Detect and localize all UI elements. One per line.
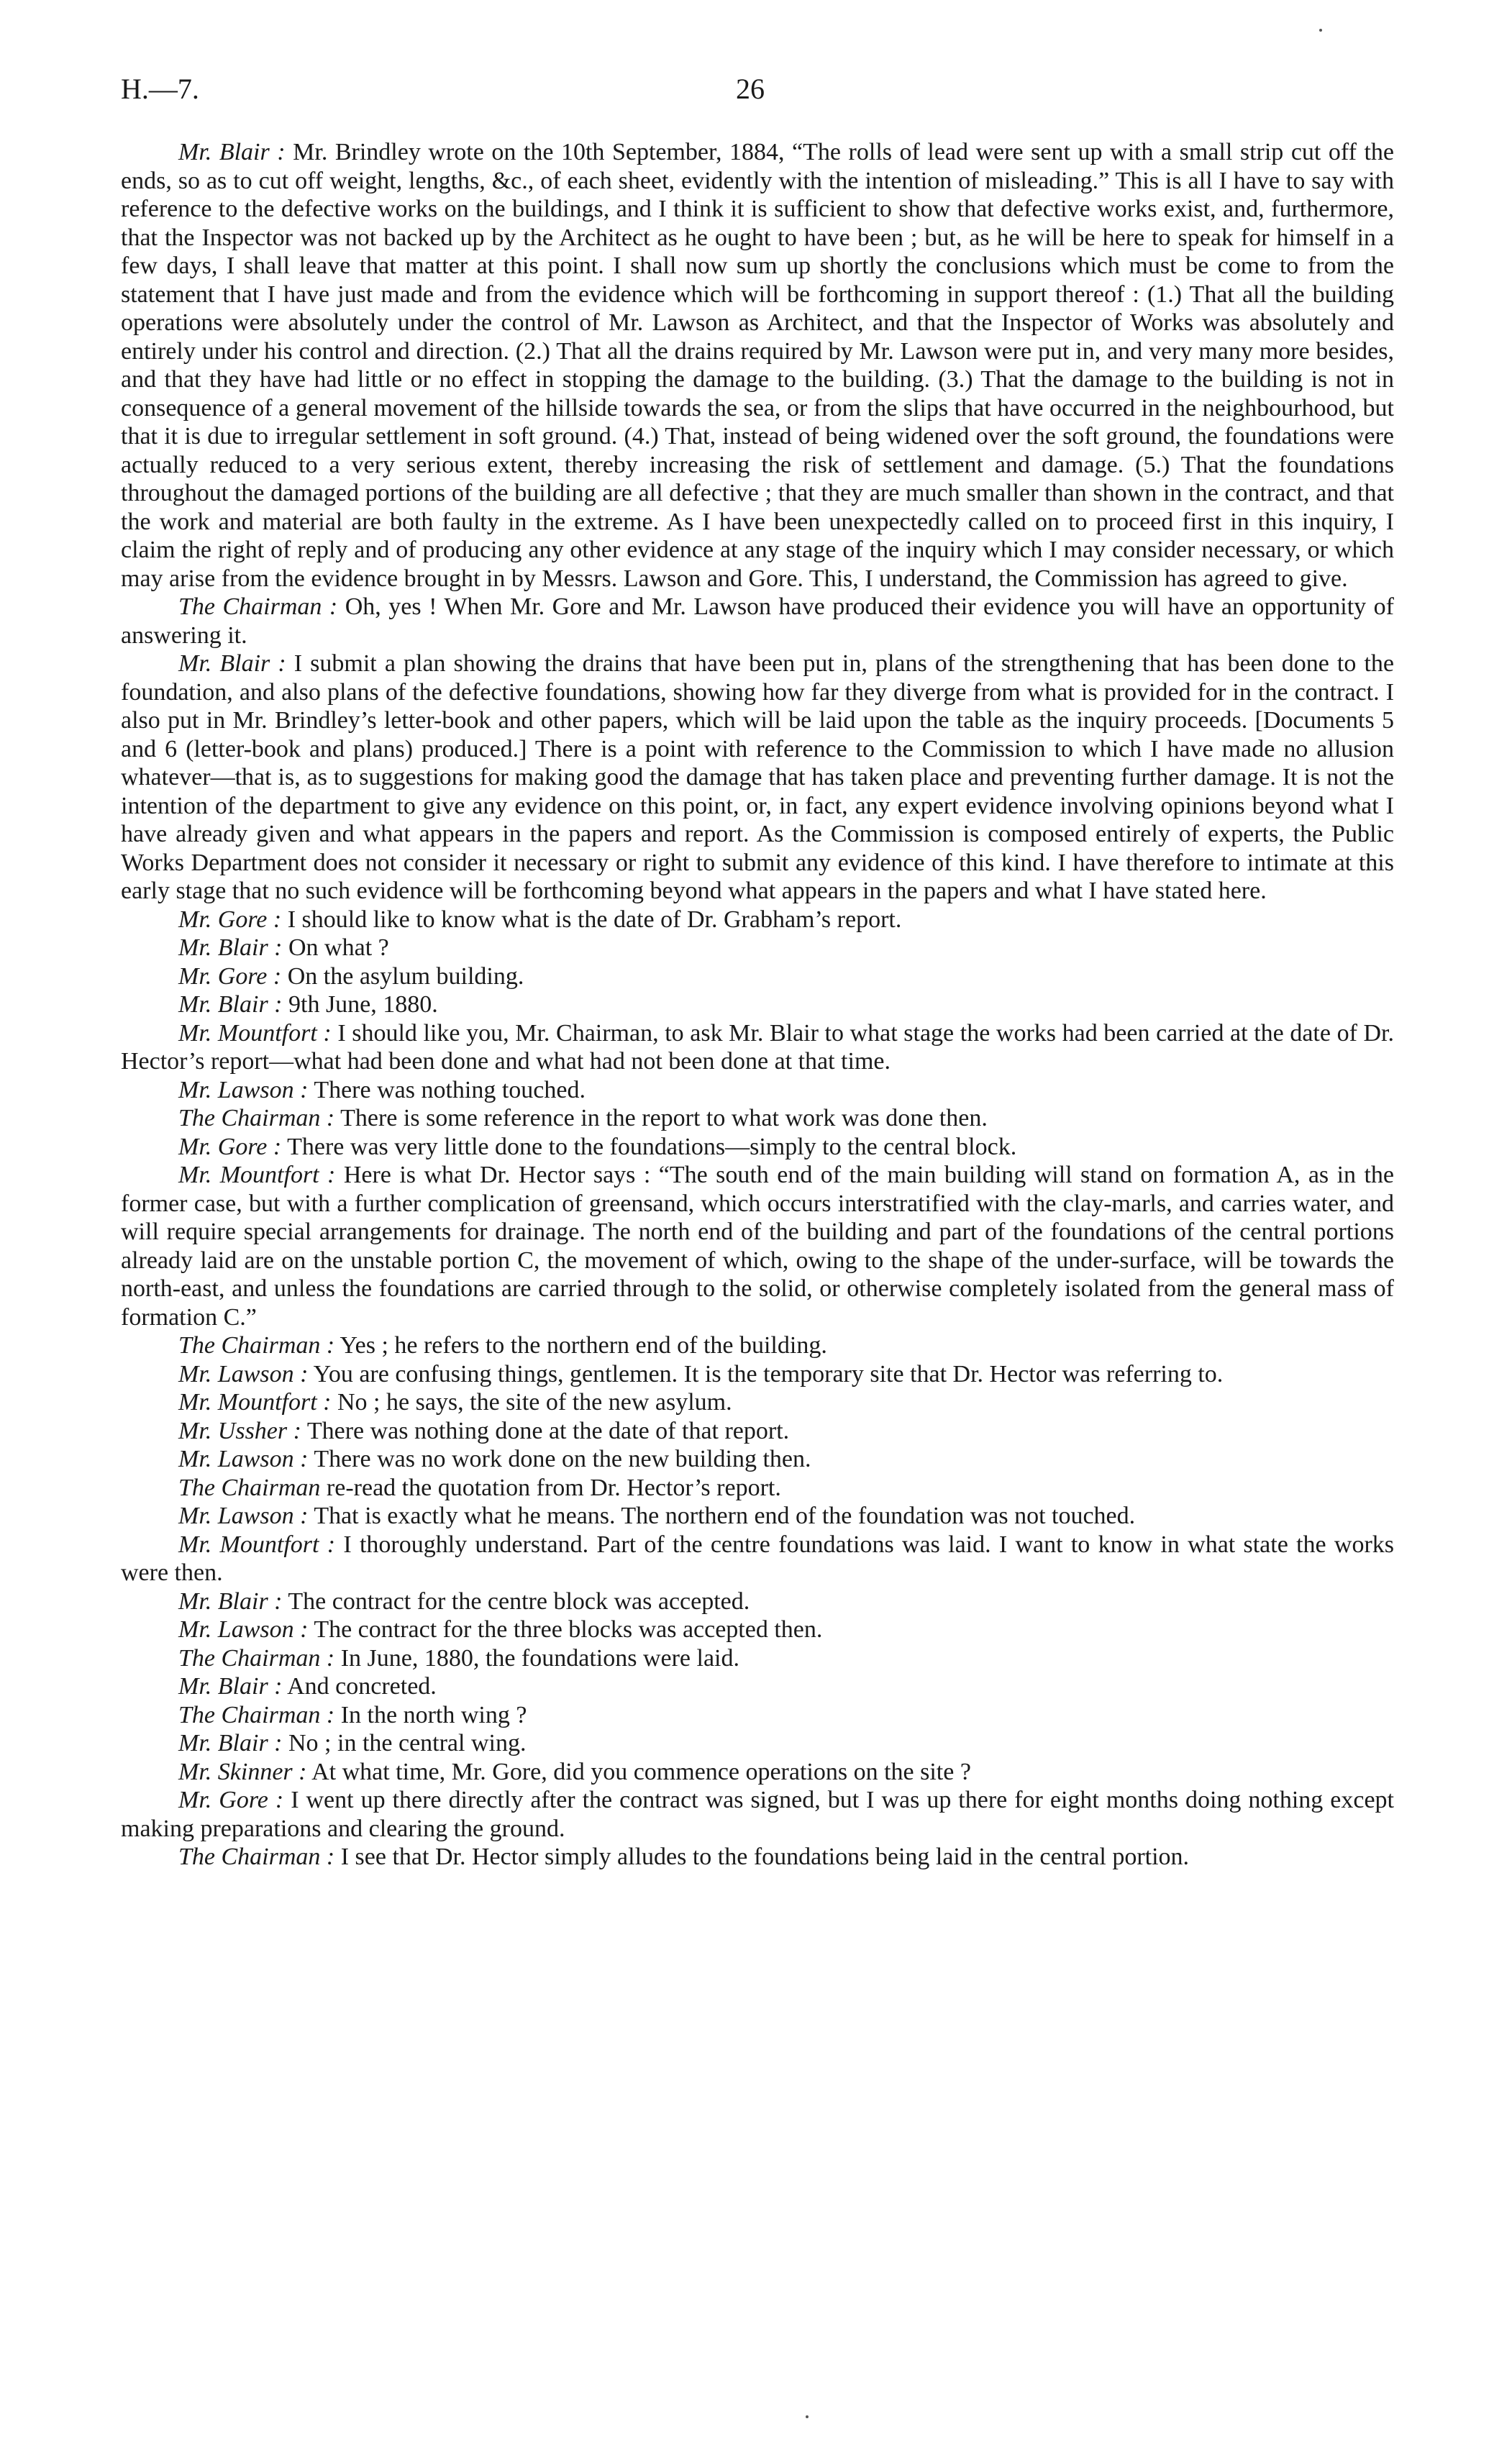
speaker-label: The Chairman : [178,1844,335,1870]
speaker-label: The Chairman : [178,1105,335,1131]
paragraph-text: You are confusing things, gentlemen. It is the temporary site that Dr. Hector was referring to. [308,1360,1224,1387]
print-mark [1319,29,1322,32]
speaker-label: The Chairman : [178,1644,335,1672]
page-reference: H.—7. [121,73,199,105]
paragraph-text: Oh, yes ! When Mr. Gore and Mr. Lawson have produced their evidence you will have an opportunity of answering it. [121,593,1394,649]
paragraph [121,990,1394,1019]
speaker-label: Mr. Mountfort : [178,1389,332,1416]
paragraph [121,650,1394,906]
paragraph [121,1161,1394,1331]
speaker-label: Mr. Lawson : [178,1076,309,1103]
speaker-label: Mr. Gore : [178,1133,282,1160]
speaker-label: Mr. Skinner : [178,1758,307,1785]
paragraph [121,1616,1394,1644]
paragraph [121,1531,1394,1587]
paragraph-text: I see that Dr. Hector simply alludes to the foundations being laid in the central portion. [334,1844,1190,1870]
speaker-label: Mr. Blair : [178,991,283,1018]
speaker-label: The Chairman : [178,1701,335,1728]
paragraph-text: At what time, Mr. Gore, did you commence operations on the site ? [306,1758,971,1785]
paragraph-text: In June, 1880, the foundations were laid. [334,1644,739,1672]
paragraph-text: Here is what Dr. Hector says : “The south end of the main building will stand on formation A, as in the former case, but with a further complication of greensand, which occurs interstratified with the clay-marls, and carries water, and will require special arrangements for drainage. The north end of the building and part of the foundations of the central portions already laid are on the unstable portion C, the movement of which, owing to the shape of the under-surface, will be towards the north-east, and unless the foundations are carried through to the solid, or otherwise completely isolated from the general mass of formation C.” [121,1162,1395,1331]
paragraph-text: There was no work done on the new building then. [308,1446,811,1472]
paragraph [121,1587,1394,1616]
page-header [121,72,1394,115]
speaker-label: Mr. Blair : [178,650,286,677]
speaker-label: Mr. Gore : [178,906,282,933]
paragraph [121,1786,1394,1843]
paragraph [121,934,1394,962]
paragraph [121,1672,1394,1701]
paragraph-text: I should like you, Mr. Chairman, to ask Mr. Blair to what stage the works had been carried at the date of Dr. Hector’s report—what had been done and what had not been done at that time. [121,1019,1394,1075]
speaker-label: Mr. Mountfort : [178,1162,336,1188]
paragraph [121,1701,1394,1730]
speaker-label: Mr. Ussher : [178,1417,301,1444]
speaker-label: Mr. Lawson : [178,1503,309,1529]
paragraph [121,962,1394,991]
paragraph [121,1360,1394,1389]
paragraph [121,1843,1394,1872]
paragraph [121,1474,1394,1503]
paragraph-text: No ; in the central wing. [282,1730,527,1756]
transcript-body [121,138,1394,1872]
paragraph-text: The contract for the three blocks was accepted then. [308,1616,823,1643]
speaker-label: The Chairman : [178,593,338,620]
paragraph-text: re-read the quotation from Dr. Hector’s report. [320,1474,781,1501]
print-mark [806,2415,809,2418]
speaker-label: Mr. Blair : [178,139,286,165]
paragraph-text: Yes ; he refers to the northern end of the building. [334,1332,827,1359]
speaker-label: Mr. Blair : [178,1673,283,1700]
paragraph-text: The contract for the centre block was accepted. [282,1587,750,1615]
paragraph [121,1417,1394,1446]
paragraph [121,1729,1394,1758]
paragraph-text: In the north wing ? [334,1701,527,1728]
paragraph-text: I submit a plan showing the drains that have been put in, plans of the strengthening that has been done to the foundation, and also plans of the defective foundations, showing how far they diverge from what is provided for in the contract. I also put in Mr. Brindley’s letter-book and other papers, which will be laid upon the table as the inquiry proceeds. [Documents 5 and 6 (letter-book and plans) produced.] There is a point with reference to the Commission to which I have made no allusion whatever—that is, as to suggestions for making good the damage that has taken place and preventing further damage. It is not the intention of the department to give any evidence on this point, or, in fact, any expert evidence involving opinions beyond what I have already given and what appears in the papers and report. As the Commission is composed entirely of experts, the Public Works Department does not consider it necessary or right to submit any evidence of this kind. I have therefore to intimate at this early stage that no such evidence will be forthcoming beyond what appears in the papers and what I have stated here. [121,650,1395,904]
speaker-label: The Chairman [178,1474,321,1501]
paragraph-text: And concreted. [282,1673,437,1700]
paragraph [121,1758,1394,1787]
paragraph-text: There is some reference in the report to what work was done then. [334,1105,988,1131]
paragraph-text: No ; he says, the site of the new asylum. [331,1389,732,1416]
paragraph-text: 9th June, 1880. [282,991,438,1018]
speaker-label: Mr. Lawson : [178,1446,309,1472]
paragraph-text: On the asylum building. [281,962,524,990]
speaker-label: Mr. Blair : [178,1730,283,1756]
paragraph-text: I thoroughly understand. Part of the centre foundations was laid. I want to know in what state the works were then. [121,1531,1395,1586]
paragraph [121,1133,1394,1162]
speaker-label: Mr. Gore : [178,962,282,990]
paragraph [121,593,1394,650]
speaker-label: Mr. Lawson : [178,1360,309,1387]
paragraph [121,138,1394,593]
paragraph [121,1388,1394,1417]
paragraph-text: I should like to know what is the date of Dr. Grabham’s report. [281,906,902,933]
speaker-label: Mr. Mountfort : [178,1531,336,1558]
speaker-label: The Chairman : [178,1332,335,1359]
speaker-label: Mr. Mountfort : [178,1019,332,1047]
speaker-label: Mr. Gore : [178,1787,284,1813]
paragraph [121,1502,1394,1531]
paragraph [121,1445,1394,1474]
paragraph-text: On what ? [282,934,389,961]
paragraph [121,1644,1394,1673]
paragraph [121,1019,1394,1076]
paragraph [121,1076,1394,1105]
speaker-label: Mr. Blair : [178,1587,283,1615]
speaker-label: Mr. Blair : [178,934,283,961]
paragraph-text: There was nothing touched. [308,1076,586,1103]
paragraph-text: I went up there directly after the contract was signed, but I was up there for eight months doing nothing except making preparations and clearing the ground. [121,1787,1394,1842]
paragraph [121,1104,1394,1133]
paragraph-text: Mr. Brindley wrote on the 10th September, 1884, “The rolls of lead were sent up with a small strip cut off the ends, so as to cut off weight, lengths, &c., of each sheet, evidently with the intention of misleading.” This is all I have to say with reference to the defective works on the buildings, and I think it is sufficient to show that defective works exist, and, furthermore, that the Inspector was not backed up by the Architect as he ought to have been ; but, as he will be here to speak for himself in a few days, I shall leave that matter at this point. I shall now sum up shortly the conclusions which must be come to from the statement that I have just made and from the evidence which will be forthcoming in support thereof : (1.) That all the building operations were absolutely under the control of Mr. Lawson as Architect, and that the Inspector of Works was absolutely and entirely under his control and direction. (2.) That all the drains required by Mr. Lawson were put in, and very many more besides, and that they have had little or no effect in stopping the damage to the building. (3.) That the damage to the building is not in consequence of a general movement of the hillside towards the sea, or from the slips that have occurred in the neighbourhood, but that it is due to irregular settlement in soft ground. (4.) That, instead of being widened over the soft ground, the foundations were actually reduced to a very serious extent, thereby increasing the risk of settlement and damage. (5.) That the foundations throughout the damaged portions of the building are all defective ; that they are much smaller than shown in the contract, and that the work and material are both faulty in the extreme. As I have been unexpectedly called on to proceed first in this inquiry, I claim the right of reply and of producing any other evidence at any stage of the inquiry which I may consider necessary, or which may arise from the evidence brought in by Messrs. Lawson and Gore. This, I understand, the Commission has agreed to give. [121,139,1395,592]
paragraph-text: That is exactly what he means. The northern end of the foundation was not touched. [308,1503,1136,1529]
paragraph [121,906,1394,934]
speaker-label: Mr. Lawson : [178,1616,309,1643]
paragraph [121,1331,1394,1360]
paragraph-text: There was very little done to the foundations—simply to the central block. [281,1133,1017,1160]
paragraph-text: There was nothing done at the date of that report. [301,1417,790,1444]
page-number: 26 [736,73,765,105]
